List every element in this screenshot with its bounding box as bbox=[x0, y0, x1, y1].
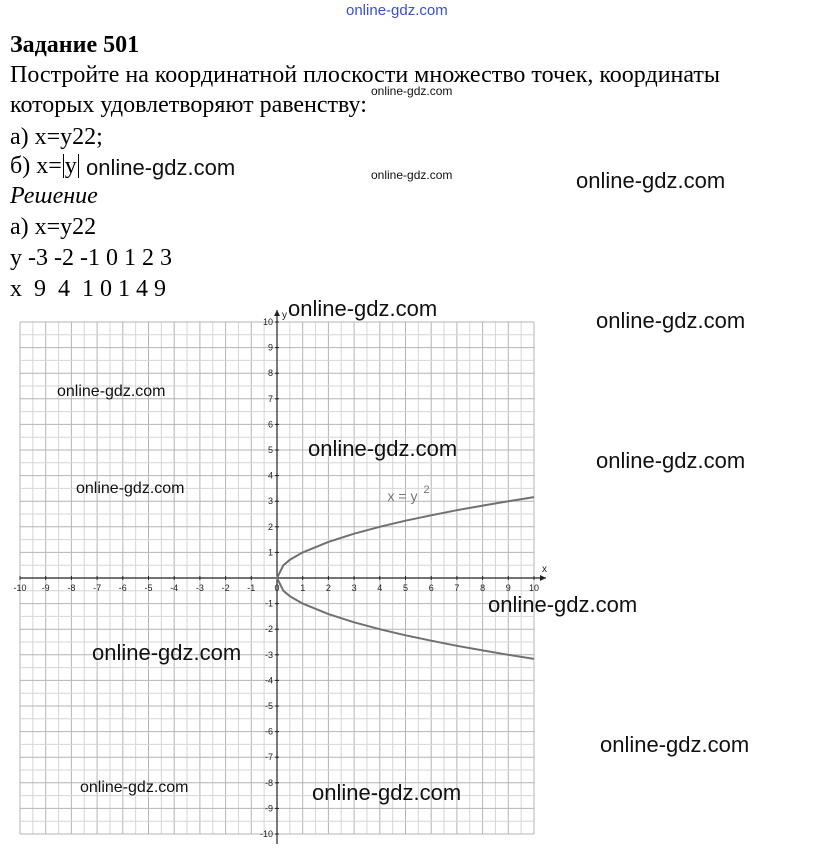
abs-bar-left bbox=[63, 154, 64, 178]
watermark-text: online-gdz.com bbox=[312, 780, 462, 805]
watermark-text: online-gdz.com bbox=[600, 732, 750, 757]
y-tick-label: -5 bbox=[264, 701, 273, 711]
x-tick-label: -3 bbox=[195, 583, 204, 593]
solution-part-a: а) x=y22 bbox=[10, 214, 97, 240]
x-axis-label: x bbox=[542, 564, 547, 575]
task-part-b bbox=[10, 153, 80, 179]
x-tick-label: 3 bbox=[351, 583, 357, 593]
watermark-text: online-gdz.com bbox=[86, 155, 236, 180]
y-axis-arrow bbox=[274, 310, 280, 316]
y-tick-label: 8 bbox=[267, 368, 273, 379]
y-tick-label: 5 bbox=[267, 445, 273, 455]
y-tick-label: 1 bbox=[267, 547, 273, 558]
x-tick-label: -7 bbox=[93, 583, 102, 593]
x-tick-label: -2 bbox=[221, 583, 230, 593]
x-tick-label: 1 bbox=[300, 583, 306, 593]
y-tick-label: -8 bbox=[264, 777, 273, 788]
task-part-b-prefix: б) x= bbox=[10, 153, 62, 179]
solution-heading: Решение bbox=[10, 183, 98, 209]
task-text-line1: Постройте на координатной плоскости множество точек, координаты bbox=[10, 62, 721, 88]
y-tick-label: -2 bbox=[264, 624, 273, 635]
watermark-text: online-gdz.com bbox=[576, 168, 726, 193]
x-tick-label: 5 bbox=[402, 583, 409, 593]
x-tick-label: -8 bbox=[67, 583, 76, 593]
x-tick-label: 9 bbox=[505, 583, 511, 593]
watermark-text: online-gdz.com bbox=[76, 480, 185, 497]
y-tick-label: 9 bbox=[267, 342, 273, 353]
y-tick-label: -3 bbox=[264, 649, 273, 660]
y-tick-label: -1 bbox=[264, 598, 273, 609]
abs-bar-right bbox=[78, 154, 79, 178]
x-tick-label: 2 bbox=[325, 583, 331, 593]
x-tick-label: -10 bbox=[13, 583, 27, 593]
task-part-a: а) x=y22; bbox=[10, 124, 103, 150]
watermark-text: online-gdz.com bbox=[488, 592, 638, 617]
x-tick-label: -9 bbox=[41, 583, 50, 593]
task-part-b-var: y bbox=[64, 153, 77, 179]
curve-annotation: x = y bbox=[387, 488, 418, 505]
y-tick-label: -9 bbox=[264, 803, 273, 814]
x-tick-label: 10 bbox=[528, 583, 540, 593]
watermark-text: online-gdz.com bbox=[596, 448, 746, 473]
watermark-text: online-gdz.com bbox=[80, 779, 189, 796]
site-header[interactable]: online-gdz.com bbox=[346, 2, 448, 19]
y-tick-label: 2 bbox=[267, 521, 273, 532]
solution-row-y: y -3 -2 -1 0 1 2 3 bbox=[10, 245, 172, 271]
task-title: Задание 501 bbox=[10, 32, 140, 58]
x-axis-arrow bbox=[540, 575, 546, 581]
x-tick-label: 8 bbox=[480, 583, 486, 593]
y-tick-label: -6 bbox=[264, 726, 273, 737]
y-tick-label: -4 bbox=[264, 675, 273, 686]
y-tick-label: -10 bbox=[259, 829, 273, 839]
watermark-text: online-gdz.com bbox=[371, 84, 453, 98]
x-tick-label: 7 bbox=[454, 583, 460, 593]
x-tick-label: -4 bbox=[170, 583, 179, 593]
x-tick-label: 4 bbox=[377, 583, 383, 593]
x-tick-label: 0 bbox=[274, 583, 280, 593]
x-tick-label: 6 bbox=[428, 583, 434, 593]
y-axis-label: y bbox=[282, 310, 287, 321]
watermark-text: online-gdz.com bbox=[371, 168, 453, 182]
x-tick-label: -6 bbox=[118, 583, 127, 593]
y-tick-label: 4 bbox=[267, 470, 273, 481]
y-tick-label: 7 bbox=[267, 393, 273, 404]
curve-annotation-exponent: 2 bbox=[423, 484, 430, 497]
solution-row-x: x 9 4 1 0 1 4 9 bbox=[10, 276, 166, 302]
y-tick-label: -7 bbox=[264, 752, 273, 763]
y-tick-label: 10 bbox=[262, 317, 273, 327]
watermark-text: online-gdz.com bbox=[57, 383, 166, 400]
task-text-line2: которых удовлетворяют равенству: bbox=[10, 92, 367, 118]
watermark-text: online-gdz.com bbox=[92, 640, 242, 665]
watermark-text: online-gdz.com bbox=[596, 308, 746, 333]
x-tick-label: -1 bbox=[247, 583, 256, 593]
watermark-text: online-gdz.com bbox=[308, 436, 458, 461]
y-tick-label: 6 bbox=[267, 419, 273, 430]
y-tick-label: 3 bbox=[267, 496, 273, 507]
watermark-text: online-gdz.com bbox=[288, 296, 438, 321]
x-tick-label: -5 bbox=[144, 583, 153, 593]
